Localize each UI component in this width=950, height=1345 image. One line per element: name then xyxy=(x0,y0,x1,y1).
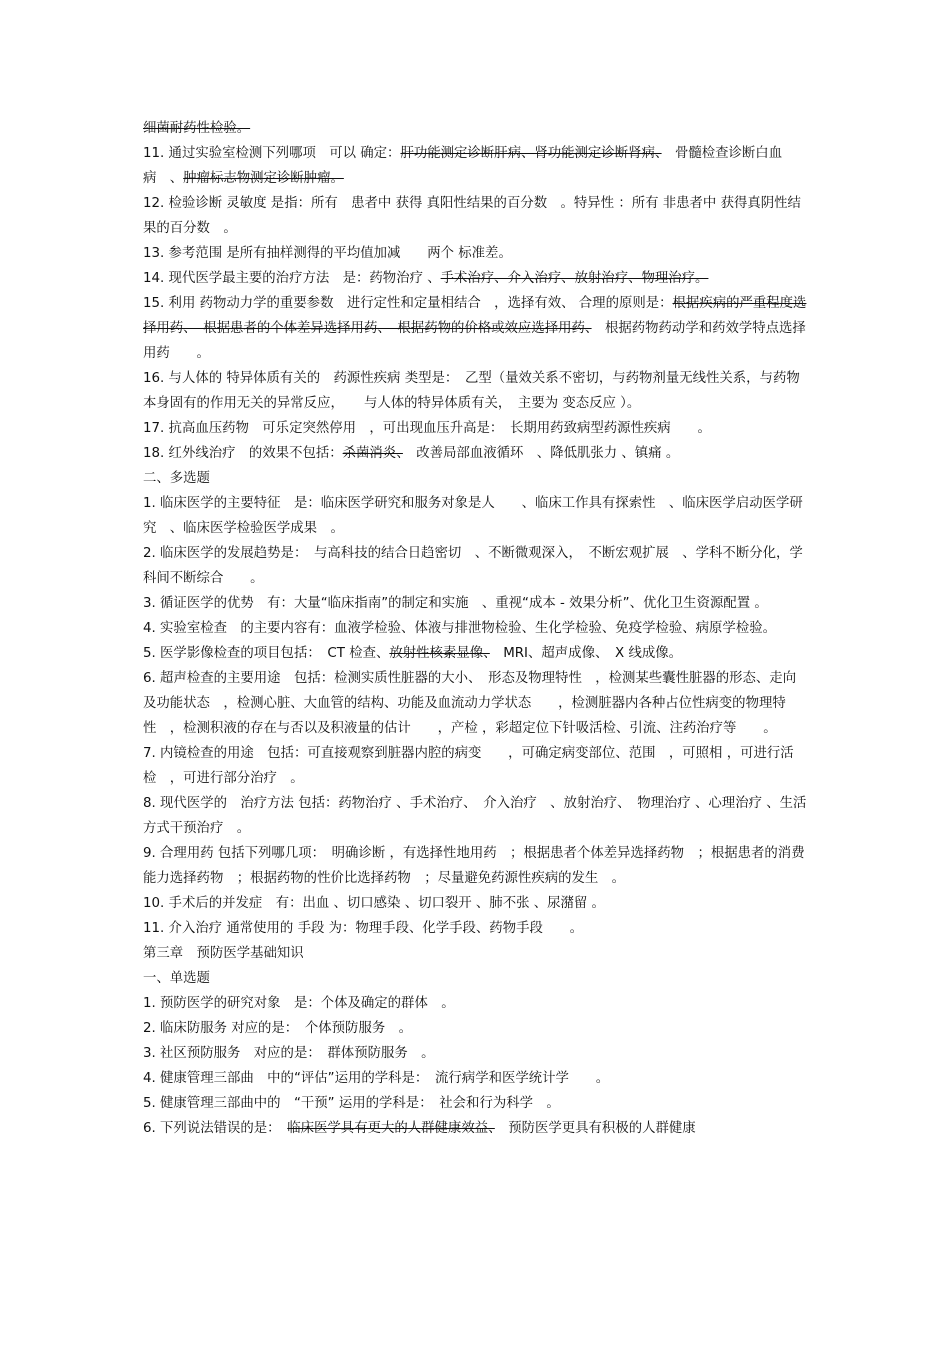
question-item xyxy=(143,1066,808,1091)
text-run: 2. 临床防服务 对应的是： 个体预防服务 。 xyxy=(143,1021,413,1036)
question-item xyxy=(143,841,808,891)
struck-text: 临床医学具有更大的人群健康效益、 xyxy=(287,1121,495,1136)
struck-text: 杀菌消炎、 xyxy=(342,446,403,461)
text-run: 7. 内镜检查的用途 包括：可直接观察到脏器内腔的病变 ，可确定病变部位、范围 ，可照相 ，可进行活检 ，可进行部分治疗 。 xyxy=(143,746,794,786)
question-item xyxy=(143,616,808,641)
text-run: 12. 检验诊断 灵敏度 是指：所有 患者中 获得 真阳性结果的百分数 。特异性 ：所有 非患者中 获得真阴性结果的百分数 。 xyxy=(143,196,801,236)
question-item xyxy=(143,641,808,666)
text-run: MRI、超声成像、 X 线成像。 xyxy=(489,646,683,661)
question-item xyxy=(143,916,808,941)
text-run: 14. 现代医学最主要的治疗方法 是：药物治疗 、 xyxy=(143,271,441,286)
section-heading xyxy=(143,966,808,991)
struck-text: 肝功能测定诊断肝病、肾功能测定诊断肾病、 xyxy=(400,146,662,161)
text-run: 16. 与人体的 特异体质有关的 药源性疾病 类型是： 乙型（量效关系不密切，与药物剂量无线性关系，与药物本身固有的作用无关的异常反应， 与人体的特异体质有关， 主要为 变态反应 ）。 xyxy=(143,371,800,411)
text-run: 5. 医学影像检查的项目包括： CT 检查、 xyxy=(143,646,390,661)
section-heading xyxy=(143,941,808,966)
question-item xyxy=(143,791,808,841)
question-item xyxy=(143,116,808,141)
text-run: 9. 合理用药 包括下列哪几项： 明确诊断 ，有选择性地用药 ；根据患者个体差异选择药物 ；根据患者的消费能力选择药物 ；根据药物的性价比选择药物 ；尽量避免药源性疾病的发生 。 xyxy=(143,846,805,886)
text-run: 10. 手术后的并发症 有：出血 、切口感染 、切口裂开 、肺不张 、尿潴留 。 xyxy=(143,896,605,911)
text-run: 8. 现代医学的 治疗方法 包括：药物治疗 、手术治疗、 介入治疗 、放射治疗、 物理治疗 、心理治疗 、生活方式干预治疗 。 xyxy=(143,796,807,836)
question-item xyxy=(143,1091,808,1116)
text-run: 15. 利用 药物动力学的重要参数 进行定性和定量相结合 ，选择有效、 合理的原则是： xyxy=(143,296,673,311)
question-item xyxy=(143,991,808,1016)
text-run: 11. 介入治疗 通常使用的 手段 为：物理手段、化学手段、药物手段 。 xyxy=(143,921,584,936)
question-item xyxy=(143,241,808,266)
question-item xyxy=(143,266,808,291)
question-item xyxy=(143,441,808,466)
question-item xyxy=(143,141,808,191)
question-item xyxy=(143,1116,808,1141)
text-run: 二、多选题 xyxy=(143,471,210,486)
text-run: 骨髓检查诊断白血病 、 xyxy=(143,146,783,186)
question-item xyxy=(143,1016,808,1041)
question-item xyxy=(143,591,808,616)
text-run: 预防医学更具有积极的人群健康 xyxy=(494,1121,696,1136)
question-item xyxy=(143,366,808,416)
section-heading xyxy=(143,466,808,491)
question-item xyxy=(143,291,808,366)
question-item xyxy=(143,666,808,741)
text-run: 2. 临床医学的发展趋势是： 与高科技的结合日趋密切 、不断微观深入， 不断宏观扩展 、学科不断分化，学科间不断综合 。 xyxy=(143,546,803,586)
text-run: 6. 超声检查的主要用途 包括：检测实质性脏器的大小、 形态及物理特性 ，检测某些囊性脏器的形态、走向及功能状态 ，检测心脏、大血管的结构、功能及血流动力学状态 ，检测脏器内各种占位性病变的物理特性 ，检测积液的存在与否以及积液量的估计 ，产检 ，彩超定位下针吸活检、引流、注药治疗等 。 xyxy=(143,671,797,736)
text-run: 3. 社区预防服务 对应的是： 群体预防服务 。 xyxy=(143,1046,435,1061)
text-run: 4. 实验室检查 的主要内容有：血液学检验、体液与排泄物检验、生化学检验、免疫学检验、病原学检验。 xyxy=(143,621,776,636)
text-run: 4. 健康管理三部曲 中的“评估”运用的学科是： 流行病学和医学统计学 。 xyxy=(143,1071,610,1086)
text-run: 17. 抗高血压药物 可乐定突然停用 ，可出现血压升高是： 长期用药致病型药源性疾病 。 xyxy=(143,421,711,436)
text-run: 1. 预防医学的研究对象 是：个体及确定的群体 。 xyxy=(143,996,455,1011)
text-run: 11. 通过实验室检测下列哪项 可以 确定： xyxy=(143,146,401,161)
text-run: 第三章 预防医学基础知识 xyxy=(143,946,304,961)
text-run: 18. 红外线治疗 的效果不包括： xyxy=(143,446,343,461)
text-run: 根据药物药动学和药效学特点选择用药 。 xyxy=(143,321,806,361)
text-run: 1. 临床医学的主要特征 是：临床医学研究和服务对象是人 、临床工作具有探索性 、临床医学启动医学研究 、临床医学检验医学成果 。 xyxy=(143,496,803,536)
text-run: 一、单选题 xyxy=(143,971,210,986)
question-item xyxy=(143,741,808,791)
struck-text: 细菌耐药性检验。 xyxy=(143,121,251,136)
question-item xyxy=(143,491,808,541)
question-item xyxy=(143,891,808,916)
document-body xyxy=(143,116,808,1141)
struck-text: 手术治疗、介入治疗、放射治疗、物理治疗。 xyxy=(440,271,709,286)
question-item xyxy=(143,1041,808,1066)
question-item xyxy=(143,416,808,441)
text-run: 6. 下列说法错误的是： xyxy=(143,1121,288,1136)
struck-text: 根据疾病的严重程度选择用药、 根据患者的个体差异选择用药、 根据药物的价格或效应选择用药、 xyxy=(143,296,807,336)
question-item xyxy=(143,541,808,591)
text-run: 改善局部血液循环 、降低肌张力 、镇痛 。 xyxy=(402,446,680,461)
struck-text: 放射性核素显像、 xyxy=(389,646,490,661)
text-run: 5. 健康管理三部曲中的 “干预” 运用的学科是： 社会和行为科学 。 xyxy=(143,1096,560,1111)
struck-text: 肿瘤标志物测定诊断肿瘤。 xyxy=(183,171,344,186)
text-run: 13. 参考范围 是所有抽样测得的平均值加减 两个 标准差。 xyxy=(143,246,512,261)
text-run: 3. 循证医学的优势 有：大量“临床指南”的制定和实施 、重视“成本 - 效果分析”、优化卫生资源配置 。 xyxy=(143,596,768,611)
question-item xyxy=(143,191,808,241)
